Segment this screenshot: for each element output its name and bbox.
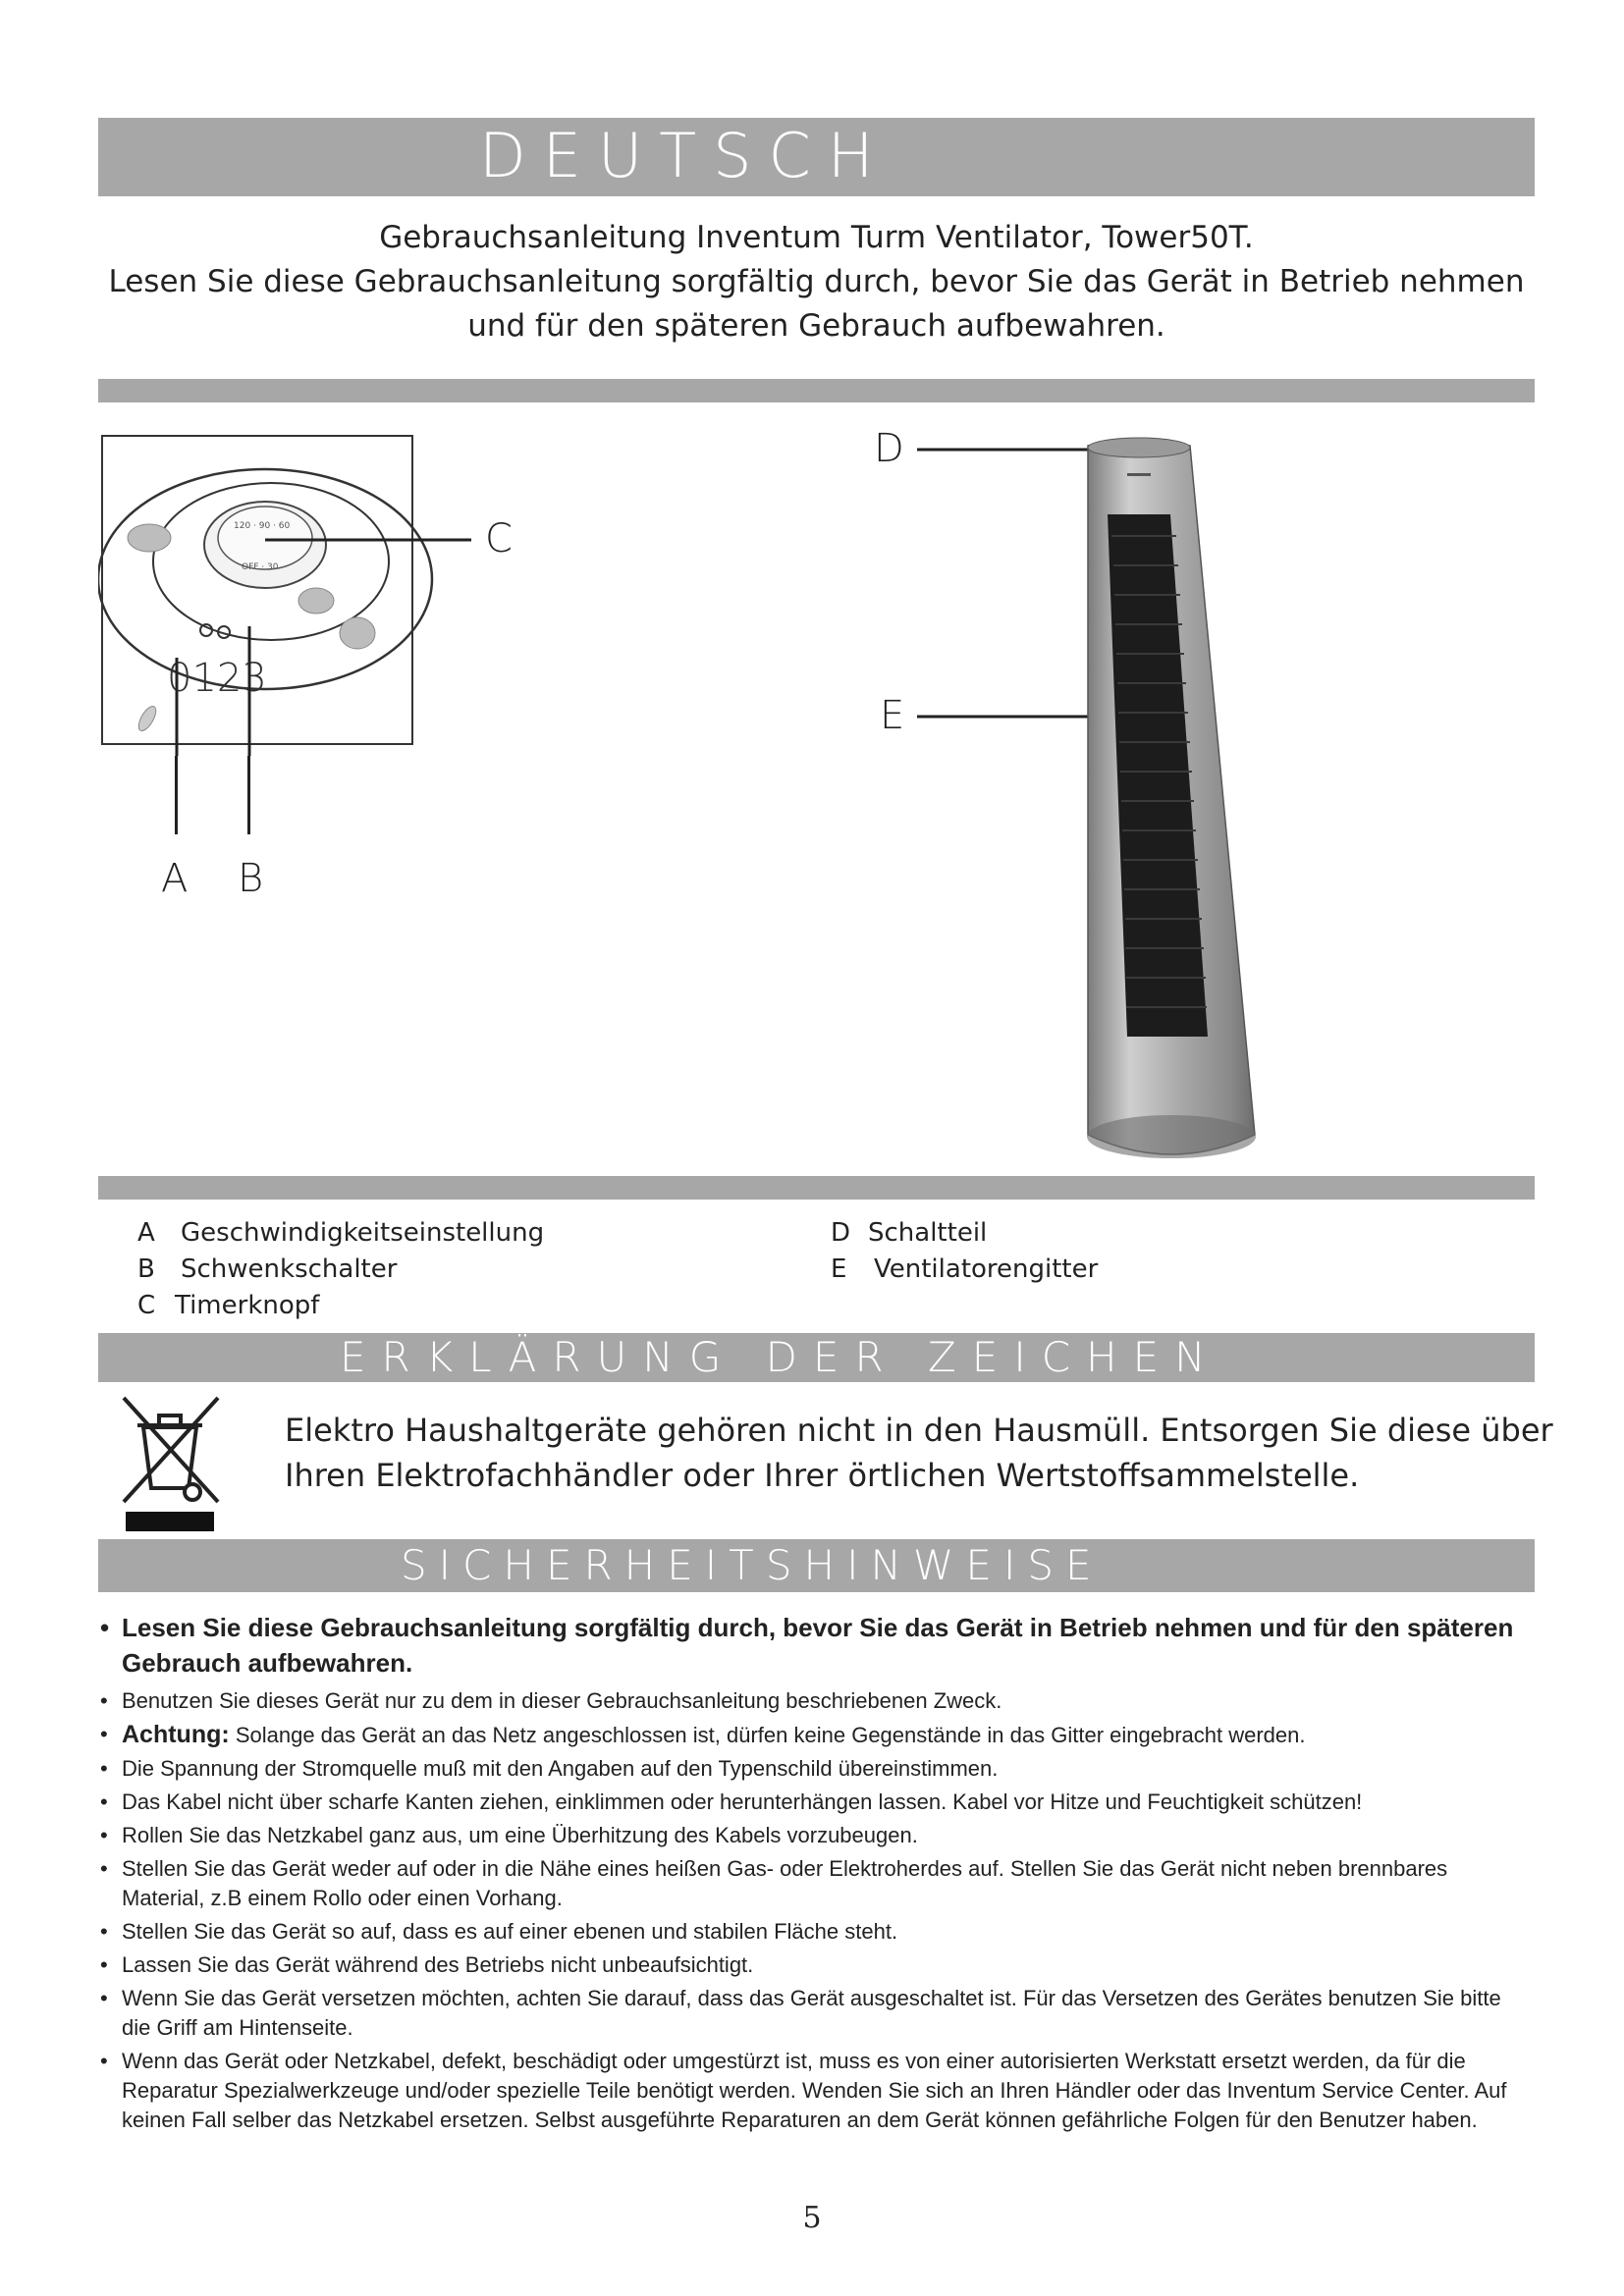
legend-item: C Timerknopf — [137, 1291, 320, 1320]
safety-item: • Benutzen Sie dieses Gerät nur zu dem in dieser Gebrauchsanleitung beschriebenen Zweck. — [100, 1688, 1002, 1713]
safety-section-title: SICHERHEITSHINWEISE — [401, 1541, 1104, 1589]
callout-label-e: E — [880, 693, 905, 738]
safety-item: • Lassen Sie das Gerät während des Betriebs nicht unbeaufsichtigt. — [100, 1952, 754, 1977]
svg-text:OFF · 30: OFF · 30 — [242, 562, 279, 572]
divider-bar-legend — [98, 1176, 1535, 1200]
safety-item: • Rollen Sie das Netzkabel ganz aus, um eine Überhitzung des Kabels vorzubeugen. — [100, 1823, 918, 1847]
safety-item: • Lesen Sie diese Gebrauchsanleitung sorgfältig durch, bevor Sie das Gerät in Betrieb nehmen und für den späteren Gebrauch aufbewahren. — [100, 1613, 1514, 1678]
safety-item: • Achtung: Solange das Gerät an das Netz angeschlossen ist, dürfen keine Gegenstände in das Gitter eingebracht werden. — [100, 1721, 1306, 1748]
legend-item: A Geschwindigkeitseinstellung — [137, 1218, 545, 1248]
weee-crossed-bin-icon — [116, 1392, 226, 1533]
safety-item: • Stellen Sie das Gerät weder auf oder in die Nähe eines heißen Gas- oder Elektroherdes auf. Stellen Sie das Gerät nicht neben brennbares Material, z.B einem Rollo oder einen Vorhang. — [100, 1856, 1448, 1910]
safety-item: • Das Kabel nicht über scharfe Kanten ziehen, einklimmen oder herunterhängen lassen. Kabel vor Hitze und Feuchtigkeit schützen! — [100, 1789, 1363, 1814]
intro-line-2: Lesen Sie diese Gebrauchsanleitung sorgfältig durch, bevor Sie das Gerät in Betrieb nehmen — [108, 264, 1525, 299]
legend-item: D Schaltteil — [831, 1218, 988, 1248]
disposal-line-2: Ihren Elektrofachhändler oder Ihrer örtlichen Wertstoffsammelstelle. — [285, 1457, 1360, 1494]
legend-right — [831, 1215, 1098, 1288]
callout-label-c: C — [485, 516, 513, 561]
callout-line-b — [247, 756, 250, 834]
intro-line-3: und für den späteren Gebrauch aufbewahren. — [467, 308, 1165, 344]
safety-item: • Wenn das Gerät oder Netzkabel, defekt, beschädigt oder umgestürzt ist, muss es von einer autorisierten Werkstatt ersetzt werden, da für die Reparatur Spezialwerkzeuge und/oder spezielle Teile benötigt werden. Wenden Sie sich an Ihren Händler oder das Inventum Service Center. Auf keinen Fall selber das Netzkabel ersetzen. Selbst ausgeführte Reparaturen an dem Gerät können gefährliche Folgen für den Benutzer haben. — [100, 2049, 1507, 2132]
safety-list — [98, 1610, 1532, 2139]
divider-bar-top — [98, 379, 1535, 402]
tower-fan-illustration — [864, 428, 1276, 1174]
callout-label-b: B — [238, 856, 264, 901]
symbols-section-title: ERKLÄRUNG DER ZEICHEN — [340, 1333, 1221, 1381]
control-panel-illustration — [98, 432, 491, 756]
intro-text — [98, 216, 1535, 348]
safety-item: • Wenn Sie das Gerät versetzen möchten, achten Sie darauf, dass das Gerät ausgeschaltet ist. Für das Versetzen des Gerätes benutzen Sie bitte die Griff am Hintenseite. — [100, 1986, 1501, 2040]
legend-item: E Ventilatorengitter — [831, 1255, 1099, 1284]
callout-line-a — [175, 756, 178, 834]
callout-label-d: D — [874, 426, 904, 471]
page-number: 5 — [802, 2201, 822, 2235]
legend-item: B Schwenkschalter — [137, 1255, 398, 1284]
safety-item: • Die Spannung der Stromquelle muß mit den Angaben auf den Typenschild übereinstimmen. — [100, 1756, 999, 1781]
page-title: DEUTSCH — [479, 120, 891, 191]
speed-dial-numbers: 0123 — [167, 656, 267, 701]
disposal-text — [285, 1408, 1553, 1498]
intro-line-1: Gebrauchsanleitung Inventum Turm Ventilator, Tower50T. — [379, 220, 1254, 255]
disposal-line-1: Elektro Haushaltgeräte gehören nicht in den Hausmüll. Entsorgen Sie diese über — [285, 1412, 1553, 1449]
legend-left — [137, 1215, 544, 1324]
svg-text:120 · 90 · 60: 120 · 90 · 60 — [234, 521, 291, 531]
callout-label-a: A — [161, 856, 189, 901]
safety-item: • Stellen Sie das Gerät so auf, dass es auf einer ebenen und stabilen Fläche steht. — [100, 1919, 898, 1944]
